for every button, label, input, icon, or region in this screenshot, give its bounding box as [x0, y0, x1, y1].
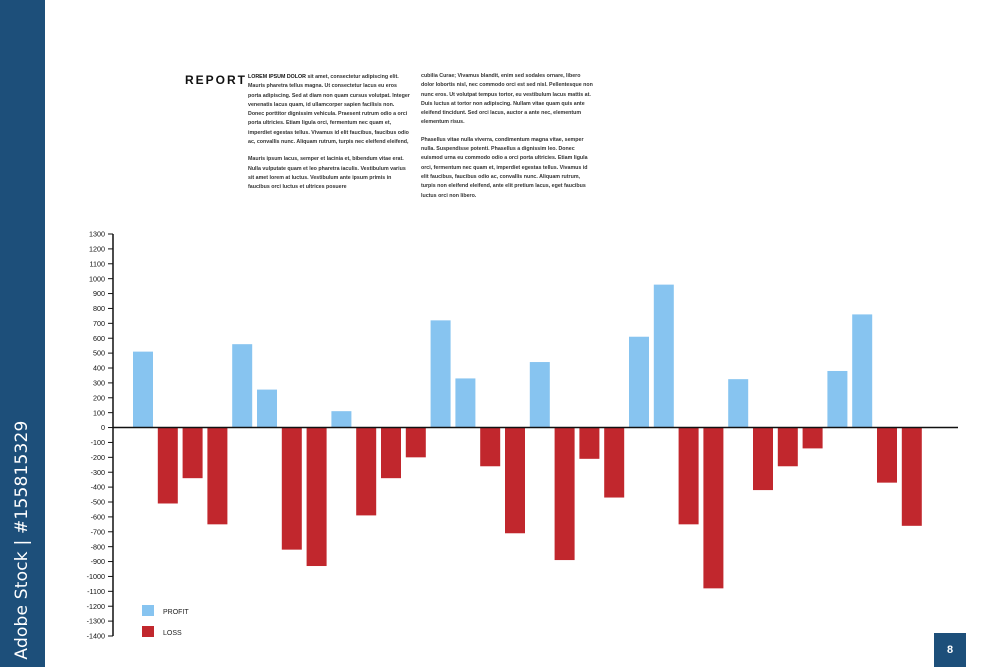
y-tick-label: -100: [90, 438, 105, 448]
side-band-text: Adobe Stock | #155815329: [12, 420, 32, 660]
loss-bar: [307, 428, 327, 566]
y-tick-label: -400: [90, 482, 105, 492]
profit-bar: [133, 352, 153, 428]
y-tick-label: -1000: [86, 572, 105, 582]
loss-bar: [703, 428, 723, 589]
report-column-1-paragraph-2: Mauris ipsum lacus, semper et lacinia et, bibendum vitae erat. Nulla vulputate quam et leo pharetra iaculis. Vestibulum varius sit amet lorem at luctus. Vestibulum ante ipsum primis in faucibus orci luctus et ultrices posuere: [248, 156, 406, 191]
legend-label-loss: LOSS: [163, 630, 182, 637]
y-tick-label: -1200: [86, 601, 105, 611]
y-tick-label: -700: [90, 527, 105, 537]
loss-bar: [183, 428, 203, 479]
loss-bar: [356, 428, 376, 516]
loss-bar: [877, 428, 897, 483]
legend-swatch-loss: [142, 626, 154, 637]
loss-bar: [381, 428, 401, 479]
loss-bar: [778, 428, 798, 467]
profit-bar: [728, 379, 748, 427]
legend-swatch-profit: [142, 605, 154, 616]
loss-bar: [604, 428, 624, 498]
y-tick-label: 300: [93, 378, 105, 388]
y-tick-label: 800: [93, 304, 105, 314]
y-tick-label: 1300: [89, 229, 105, 239]
y-tick-label: 500: [93, 348, 105, 358]
report-column-1-text-1: sit amet, consectetur adipiscing elit. Mauris pharetra tellus magna. Ut consectetur lacus eu eros porta adipiscing. Sed at diam non quam cursus volutpat. Integer venenatis lacus quam, id ullamcorper sapien facilisis non. Donec porttitor dignissim vehicula. Praesent rutrum odio a orci porta ultricies. Etiam ligula orci, fermentum nec quam et, imperdiet egestas tellus. Vivamus id elit faucibus, faucibus odio ac, convallis nunc. Aliquam rutrum, turpis nec eleifend eleifend,: [248, 74, 410, 146]
loss-bar: [282, 428, 302, 550]
loss-bar: [803, 428, 823, 449]
y-tick-label: -600: [90, 512, 105, 522]
y-tick-label: -500: [90, 497, 105, 507]
y-tick-label: 100: [93, 408, 105, 418]
profit-bar: [431, 320, 451, 427]
profit-bar: [331, 411, 351, 427]
loss-bar: [555, 428, 575, 561]
y-tick-label: -200: [90, 452, 105, 462]
y-tick-label: -1300: [86, 616, 105, 626]
y-tick-label: -300: [90, 467, 105, 477]
loss-bar: [579, 428, 599, 459]
profit-bar: [232, 344, 252, 427]
loss-bar: [679, 428, 699, 525]
loss-bar: [406, 428, 426, 458]
loss-bar: [480, 428, 500, 467]
profit-bar: [257, 390, 277, 428]
report-lead: LOREM IPSUM DOLOR: [248, 74, 306, 80]
loss-bar: [902, 428, 922, 526]
loss-bar: [207, 428, 227, 525]
y-tick-label: 1100: [89, 259, 105, 269]
y-tick-label: 400: [93, 363, 105, 373]
loss-bar: [158, 428, 178, 504]
y-tick-label: -1400: [86, 631, 105, 641]
y-tick-label: 0: [101, 423, 105, 433]
y-tick-label: 1000: [89, 274, 105, 284]
legend-label-profit: PROFIT: [163, 609, 189, 616]
y-tick-label: 1200: [89, 244, 105, 254]
y-tick-label: 900: [93, 289, 105, 299]
y-tick-label: 600: [93, 333, 105, 343]
page-number: 8: [934, 633, 966, 667]
profit-bar: [455, 378, 475, 427]
profit-bar: [530, 362, 550, 428]
loss-bar: [505, 428, 525, 534]
y-tick-label: -900: [90, 557, 105, 567]
y-tick-label: -1100: [87, 586, 105, 596]
profit-bar: [852, 314, 872, 427]
loss-bar: [753, 428, 773, 491]
y-tick-label: 700: [93, 318, 105, 328]
profit-bar: [654, 285, 674, 428]
y-tick-label: 200: [93, 393, 105, 403]
report-title: REPORT: [185, 73, 248, 87]
y-tick-label: -800: [90, 542, 105, 552]
report-column-2-paragraph-1: cubilia Curae; Vivamus blandit, enim sed sodales ornare, libero dolor lobortis nisl, nec commodo orci est sed nisl. Pellentesque non nunc eros. Ut volutpat tempus tortor, eu vestibulum lacus mattis at. Duis luctus at tortor non adipiscing. Nullam vitae quam quis ante eleifend tincidunt. Sed orci lacus, auctor a ante nec, elementum elementum risus.: [421, 73, 593, 126]
report-column-2-paragraph-2: Phasellus vitae nulla viverra, condimentum magna vitae, semper nulla. Suspendisse potenti. Phasellus a dignissim leo. Donec euismod urna eu commodo odio a orci porta ultricies. Etiam ligula orci, fermentum nec quam et, imperdiet egestas tellus. Vivamus id elit faucibus, faucibus odio ac, convallis nunc. Aliquam rutrum, turpis non eleifend eleifend, ante elit pretium lacus, eget faucibus luctus orci non libero.: [421, 136, 588, 199]
profit-bar: [629, 337, 649, 428]
profit-bar: [827, 371, 847, 428]
